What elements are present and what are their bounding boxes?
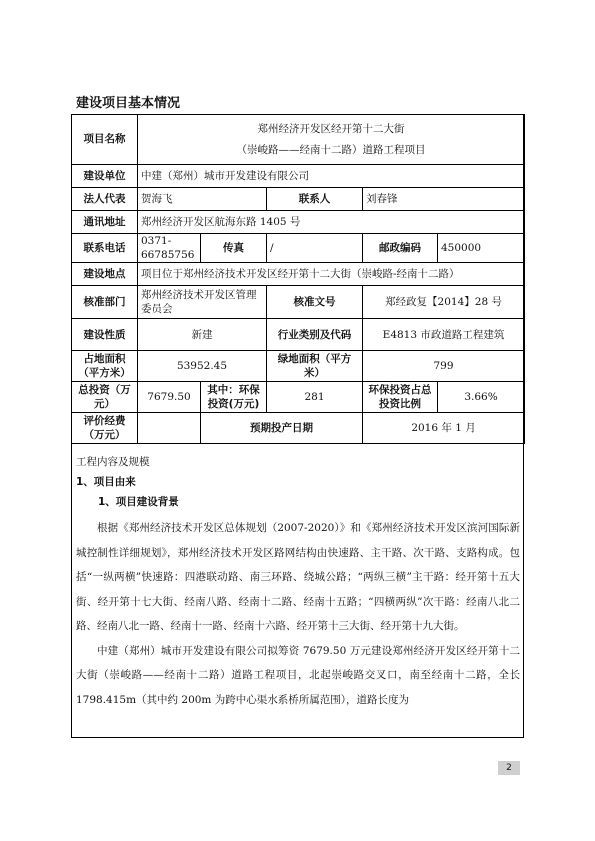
page-title: 建设项目基本情况 — [76, 96, 181, 111]
fax-value: / — [267, 234, 363, 263]
builder-value: 中建（郑州）城市开发建设有限公司 — [138, 165, 525, 188]
builder-label: 建设单位 — [72, 165, 138, 188]
contact-value: 刘春锋 — [363, 188, 525, 211]
approval-doc-value: 郑经政复【2014】28 号 — [363, 286, 525, 319]
industry-label: 行业类别及代码 — [267, 319, 363, 351]
paragraph: 根据《郑州经济技术开发区总体规划（2007-2020）》和《郑州经济技术开发区滨河国际新城控制性详细规划》，郑州经济技术开发区路网结构由快速路、主干路、次干路、支路构成。包括“一纵两横”快速路：四港联动路、南三环路、绕城公路；“两纵三横”主干路：经开第十五大街、经开第十七大街、经南八路、经南十二路、经南十五路；“四横两纵”次干路：经南八北二路、经南八北一路、经南十一路、经南十六路、经开第十三大街、经开第十九大街。 — [76, 522, 520, 632]
address-value: 郑州经济开发区航海东路 1405 号 — [138, 211, 525, 234]
paragraph: 中建（郑州）城市开发建设有限公司拟筹资 7679.50 万元建设郑州经济开发区经开第十二大街（崇峻路——经南十二路）道路工程项目，北起崇峻路交叉口，南至经南十二路，全长 1798.415m（其中约 200m 为跨中心渠水系桥所属范围），道路长度为 — [76, 644, 520, 706]
investment-label: 总投资（万元） — [72, 382, 138, 413]
location-value: 项目位于郑州经济技术开发区经开第十二大街（崇峻路-经南十二路） — [138, 263, 525, 286]
start-date-label: 预期投产日期 — [201, 413, 363, 444]
postcode-value: 450000 — [438, 234, 525, 263]
subsubsection-title: 1、项目建设背景 — [98, 496, 179, 508]
postcode-label: 邮政编码 — [363, 234, 438, 263]
project-name-label: 项目名称 — [72, 115, 138, 165]
legal-rep-label: 法人代表 — [72, 188, 138, 211]
phone-value: 0371-66785756 — [138, 234, 201, 263]
subsection-title: 1、项目由来 — [76, 476, 136, 488]
location-label: 建设地点 — [72, 263, 138, 286]
green-area-label: 绿地面积（平方米） — [267, 351, 363, 382]
green-area-value: 799 — [363, 351, 525, 382]
section-title: 工程内容及规模 — [76, 456, 150, 468]
env-ratio-value: 3.66% — [438, 382, 525, 413]
legal-rep-value: 贺海飞 — [138, 188, 267, 211]
env-investment-label: 其中：环保投资(万元) — [201, 382, 267, 413]
nature-value: 新建 — [138, 319, 267, 351]
approval-doc-label: 核准文号 — [267, 286, 363, 319]
project-name-line1: 郑州经济开发区经开第十二大街 — [257, 123, 405, 136]
nature-label: 建设性质 — [72, 319, 138, 351]
project-name-line2: （崇峻路——经南十二路）道路工程项目 — [236, 143, 426, 156]
fax-label: 传真 — [201, 234, 267, 263]
approval-dept-label: 核准部门 — [72, 286, 138, 319]
page-number: 2 — [498, 761, 520, 775]
area-value: 53952.45 — [138, 351, 267, 382]
start-date-value: 2016 年 1 月 — [363, 413, 525, 444]
phone-label: 联系电话 — [72, 234, 138, 263]
env-ratio-label: 环保投资占总投资比例 — [363, 382, 438, 413]
industry-value: E4813 市政道路工程建筑 — [363, 319, 525, 351]
approval-dept-value: 郑州经济技术开发区管理委员会 — [138, 286, 267, 319]
project-content — [76, 452, 520, 712]
eval-fee-label: 评价经费（万元） — [72, 413, 138, 444]
area-label: 占地面积（平方米） — [72, 351, 138, 382]
env-investment-value: 281 — [267, 382, 363, 413]
address-label: 通讯地址 — [72, 211, 138, 234]
investment-value: 7679.50 — [138, 382, 201, 413]
contact-label: 联系人 — [267, 188, 363, 211]
